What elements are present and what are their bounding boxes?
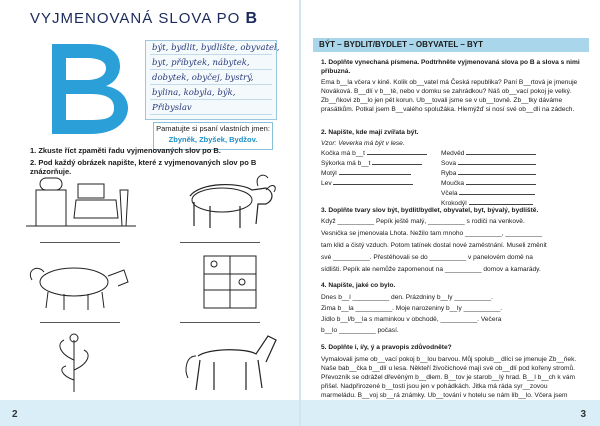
grid-right: Ryba — [441, 170, 457, 177]
answer-line[interactable] — [40, 322, 120, 323]
page-title: VYJMENOVANÁ SLOVA PO B — [30, 10, 259, 27]
remember-box: Pamatujte si psaní vlastních jmen: Zbyněk, Zbyšek, Bydžov. — [153, 122, 273, 150]
task-1: 1. Zkuste říct zpaměti řadu vyjmenovaných slov po B. — [30, 146, 221, 155]
bull-picture — [170, 168, 280, 234]
right-page — [301, 0, 600, 426]
room-picture — [26, 170, 136, 232]
grid-right: Moučka — [441, 180, 465, 187]
task-1-body: Ema b__la včera v kině. Kolik ob__vatel má Česká republika? Paní B__rtová je jmenuje Nováková. B__dlí v b__tě, nebo v domku se zahrádkou? Náš ob__vací pokoj je velký. Zb__ňkovi zb__lo jen pět korun. Ub__tovali jsme se v ub__tovně. Zb__tky dáváme prasátkům. Potkal jsem B__valého spolužáka. Hlemýžď si nosí své ob__dlí na zádech. — [321, 79, 578, 113]
plant-picture — [30, 330, 120, 394]
grid-left: Lev — [321, 180, 332, 187]
answer-line[interactable] — [40, 242, 120, 243]
task-4-line: Zima b__la __________. Moje narozeniny b__ly __________. — [321, 305, 503, 312]
grid-right: Medvěd — [441, 150, 465, 157]
task-3-title: 3. Doplňte tvary slov být, bydlit/bydlet, obyvatel, byt, bývalý, bydliště. — [321, 207, 539, 214]
task-4-line: b__lo __________ počasí. — [321, 327, 399, 334]
grid-left: Sýkorka má b__t — [321, 160, 371, 167]
cattle-picture — [24, 252, 144, 312]
task-4-line: Dnes b__l __________ den. Prázdniny b__ly __________. — [321, 294, 493, 301]
task-3-line: sídlišti. Pepík ale nemůže zapomenout na __________ domov a kamarády. — [321, 266, 541, 273]
page-number: 3 — [580, 409, 586, 420]
grid-right: Včela — [441, 190, 458, 197]
grid-right: Sova — [441, 160, 457, 167]
task-4-title: 4. Napište, jaké co bylo. — [321, 282, 396, 289]
left-page — [0, 0, 299, 426]
task-3-line: tam klid a čistý vzduch. Potom tatínek dostal nové zaměstnání. Museli změnit — [321, 242, 547, 249]
task-2: 2. Pod každý obrázek napište, které z vyjmenovaných slov po B znázorňuje. — [30, 158, 257, 176]
answer-line[interactable] — [180, 322, 260, 323]
task-1-title: 1. Doplňte vynechaná písmena. Podtrhněte vyjmenovaná slova po B a slova s nimi příbuzná. — [321, 59, 580, 75]
handwriting-line: být, bydlit, bydlište, obyvatel, — [152, 43, 280, 53]
answer-line[interactable] — [180, 242, 260, 243]
page-footer-bar — [301, 400, 600, 426]
task-2-title: 2. Napište, kde mají zvířata být. — [321, 129, 419, 136]
handwriting-box — [145, 40, 280, 120]
handwriting-line: bylina, kobyla, býk, — [152, 88, 236, 98]
page-number: 2 — [12, 409, 18, 420]
furniture-picture — [180, 250, 280, 314]
section-header: BÝT – BYDLIT/BYDLET – OBYVATEL – BYT — [313, 38, 589, 52]
task-4-line: Jídlo b__l/b__la s maminkou v obchodě, __________. Večera — [321, 316, 502, 323]
page-footer-bar — [0, 400, 299, 426]
remember-names: Zbyněk, Zbyšek, Bydžov. — [168, 135, 258, 144]
grid-left: Kočka má b__t — [321, 150, 365, 157]
task-3-line: Když __________ Pepík ještě malý, __________ s rodiči na venkově. — [321, 218, 525, 225]
grid-left: Motýl — [321, 170, 337, 177]
horse-picture — [176, 326, 286, 394]
task-5-body: Vymalovali jsme ob__vací pokoj b__lou barvou. Můj spolub__dlící se jmenuje Zb__ňek. Naše bab__čka b__dlí u lesa. Někteří živočichové mají své ob__dlí pod kořeny stromů. Převozník se odrážel dřevěným b__dlem. B__tov je starob__lý hrad. B__l b__ch k vám přišel. Nadpřirozené b__tosti jsou jen v pohádkách. Jitka má ráda syr__zovou marmeládu. B__voj sb__rá známky. Ub__tování v hotelu se nám líb__lo. Včera jsem — [321, 356, 577, 399]
grid-right: Krokodýl — [441, 200, 467, 207]
handwriting-line: dobytek, obyčej, bystrý, — [152, 73, 254, 83]
task-5-title: 5. Doplňte i, í/y, ý a pravopis zdůvodněte? — [321, 344, 452, 351]
big-letter-b — [40, 40, 136, 138]
handwriting-line: Přibyslav — [152, 103, 192, 113]
task-2-example: Vzor: Veverka má být v lese. — [321, 140, 405, 147]
handwriting-line: byt, příbytek, nábytek, — [152, 58, 250, 68]
task-3-line: Vesnička se jmenovala Lhota. Nežilo tam mnoho __________, __________ — [321, 230, 543, 237]
task-3-line: své __________. Přestěhovali se do __________ v panelovém domě na — [321, 254, 533, 261]
title-letter: B — [245, 10, 259, 27]
